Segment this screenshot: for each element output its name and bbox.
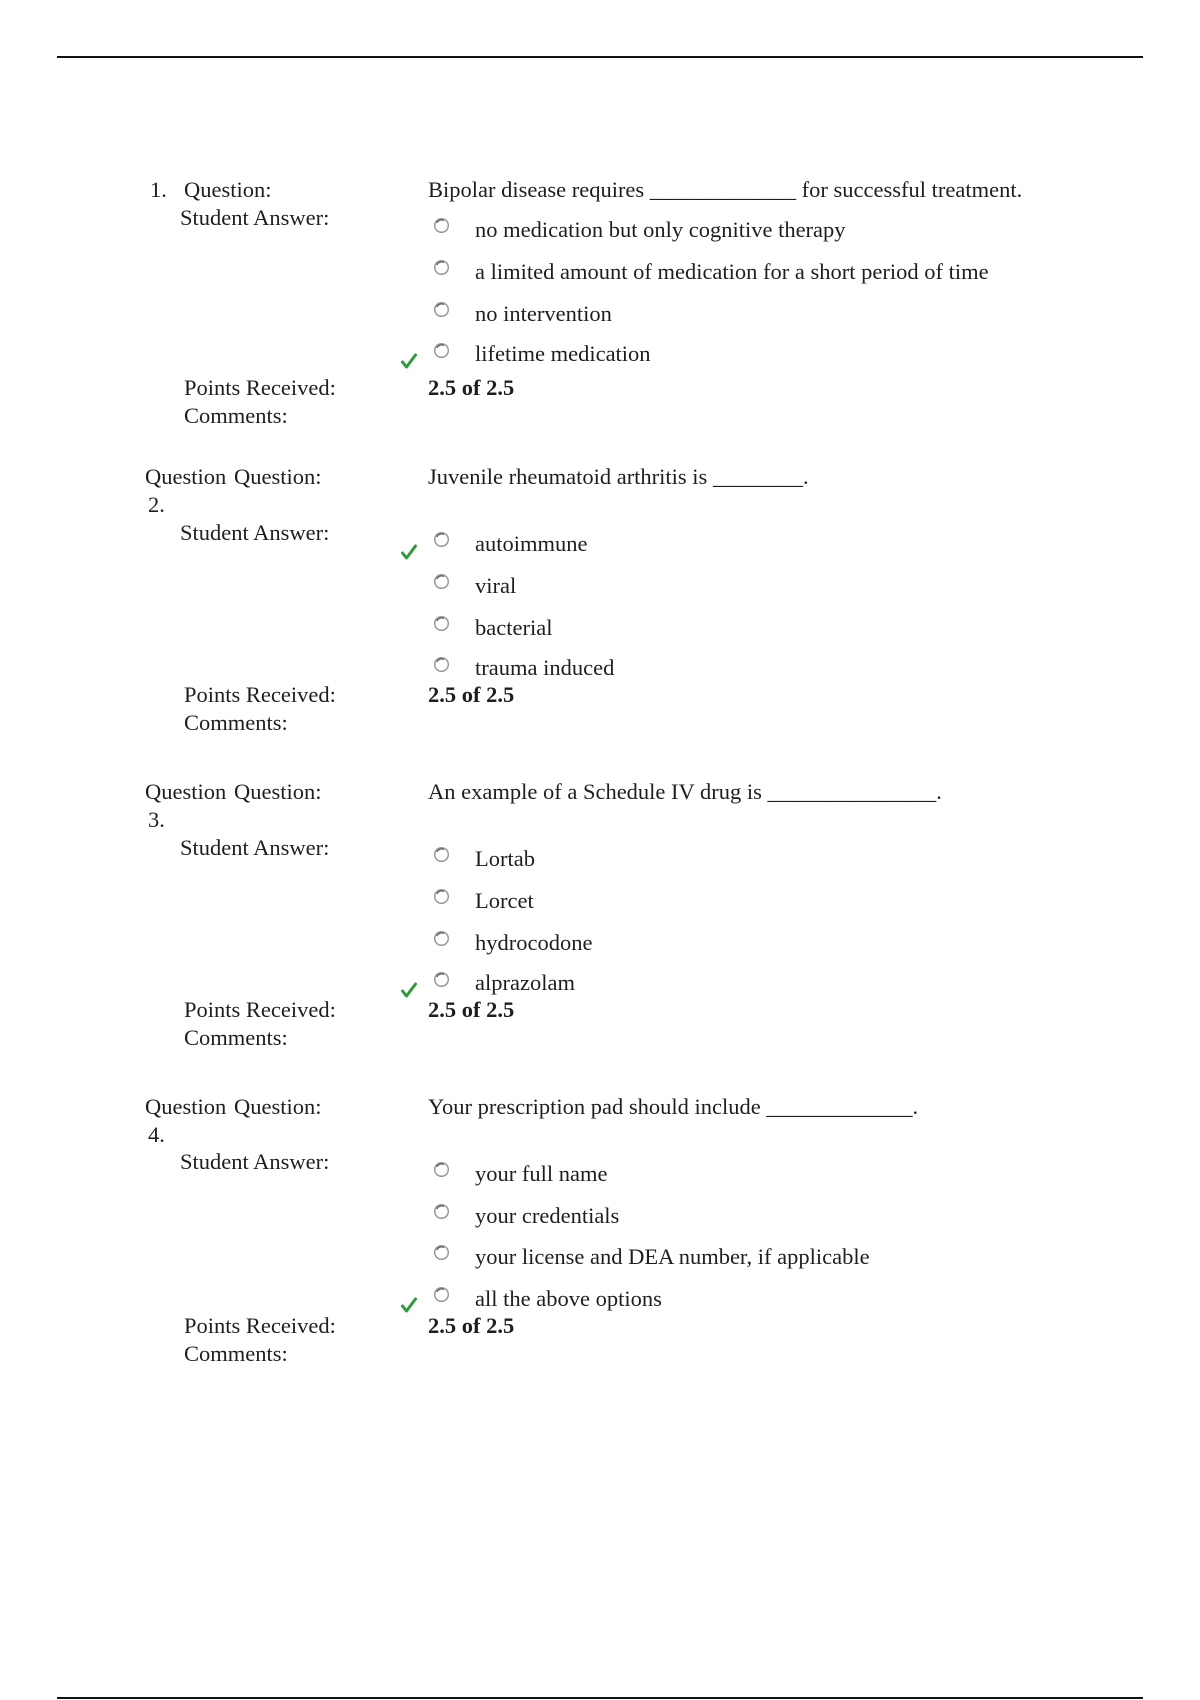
answer-option-text: your credentials [475,1203,620,1228]
question-label: Question: [234,779,322,804]
answer-option-text: alprazolam [475,970,575,995]
question-label: Question: [234,464,322,489]
question-word: Question [145,779,227,804]
question-number: 1. [150,177,167,202]
comments-label: Comments: [184,710,288,735]
comments-label: Comments: [184,1025,288,1050]
student-answer-label: Student Answer: [180,835,330,860]
points-received-label: Points Received: [184,1313,336,1338]
answer-option-text: your license and DEA number, if applicable [475,1244,870,1269]
correct-checkmark-icon [400,981,418,999]
radio-button-icon[interactable] [433,656,450,673]
question-text: Bipolar disease requires _____________ for successful treatment. [428,177,1023,202]
question-text: An example of a Schedule IV drug is _______________. [428,779,942,804]
points-value: 2.5 of 2.5 [428,1313,515,1338]
question-block-3 [0,779,1200,1072]
answer-option-text: viral [475,573,517,598]
points-received-label: Points Received: [184,682,336,707]
radio-button-icon[interactable] [433,888,450,905]
question-word: Question [145,1094,227,1119]
answer-option-text: your full name [475,1161,608,1186]
answer-option-text: no medication but only cognitive therapy [475,217,846,242]
comments-label: Comments: [184,403,288,428]
answer-option-text: Lorcet [475,888,534,913]
question-block-2 [0,464,1200,757]
radio-button-icon[interactable] [433,1161,450,1178]
radio-button-icon[interactable] [433,1286,450,1303]
question-text: Juvenile rheumatoid arthritis is ________. [428,464,809,489]
question-text: Your prescription pad should include _____________. [428,1094,919,1119]
radio-button-icon[interactable] [433,1203,450,1220]
question-number: 4. [148,1122,165,1147]
question-number: 2. [148,492,165,517]
top-rule [57,56,1143,58]
radio-button-icon[interactable] [433,301,450,318]
student-answer-label: Student Answer: [180,205,330,230]
radio-button-icon[interactable] [433,342,450,359]
comments-label: Comments: [184,1341,288,1366]
radio-button-icon[interactable] [433,217,450,234]
radio-button-icon[interactable] [433,1244,450,1261]
points-value: 2.5 of 2.5 [428,997,515,1022]
points-received-label: Points Received: [184,375,336,400]
answer-option-text: autoimmune [475,531,588,556]
correct-checkmark-icon [400,1296,418,1314]
radio-button-icon[interactable] [433,930,450,947]
question-number: 3. [148,807,165,832]
radio-button-icon[interactable] [433,531,450,548]
radio-button-icon[interactable] [433,573,450,590]
bottom-rule [57,1697,1143,1699]
points-value: 2.5 of 2.5 [428,375,515,400]
student-answer-label: Student Answer: [180,1149,330,1174]
answer-option-text: Lortab [475,846,535,871]
points-received-label: Points Received: [184,997,336,1022]
answer-option-text: hydrocodone [475,930,593,955]
answer-option-text: all the above options [475,1286,662,1311]
correct-checkmark-icon [400,352,418,370]
answer-option-text: no intervention [475,301,612,326]
correct-checkmark-icon [400,543,418,561]
question-block-1 [0,177,1200,470]
answer-option-text: lifetime medication [475,341,651,366]
question-label: Question: [184,177,272,202]
radio-button-icon[interactable] [433,846,450,863]
answer-option-text: a limited amount of medication for a short period of time [475,259,989,284]
points-value: 2.5 of 2.5 [428,682,515,707]
question-block-4 [0,1094,1200,1387]
radio-button-icon[interactable] [433,971,450,988]
radio-button-icon[interactable] [433,259,450,276]
radio-button-icon[interactable] [433,615,450,632]
student-answer-label: Student Answer: [180,520,330,545]
question-label: Question: [234,1094,322,1119]
answer-option-text: bacterial [475,615,553,640]
question-word: Question [145,464,227,489]
answer-option-text: trauma induced [475,655,615,680]
